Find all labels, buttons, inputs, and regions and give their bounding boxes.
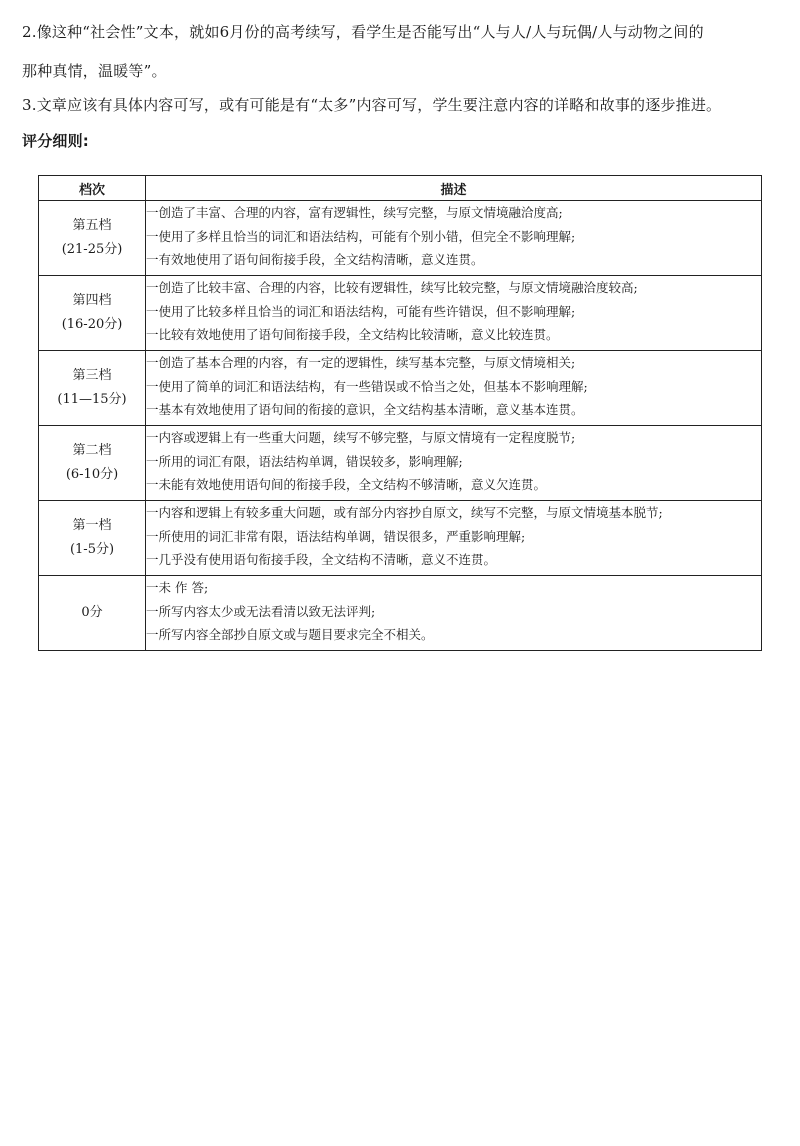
criterion: 一所使用的词汇非常有限，语法结构单调，错误很多，严重影响理解; [146,528,526,544]
criterion: 一内容或逻辑上有一些重大问题，续写不够完整，与原文情境有一定程度脱节; [146,430,576,445]
criterion: 一使用了比较多样且恰当的词汇和语法结构，可能有些许错误，但不影响理解; [146,303,576,319]
criterion: 一创造了丰富、合理的内容，富有逻辑性，续写完整，与原文情境融洽度高; [146,205,563,220]
band-name: 第四档 [72,293,112,308]
table-row [39,276,762,351]
band-description-cell [146,501,762,576]
criterion: 一使用了简单的词汇和语法结构，有一些错误或不恰当之处，但基本不影响理解; [146,378,588,394]
criterion: 一有效地使用了语句间衔接手段，全文结构清晰，意义连贯。 [146,252,484,268]
band-name: 0分 [81,605,103,620]
criterion: 一基本有效地使用了语句间的衔接的意识，全文结构基本清晰，意义基本连贯。 [146,402,584,418]
criterion: 一未能有效地使用语句间的衔接手段，全文结构不够清晰，意义欠连贯。 [146,477,547,493]
band-description-cell [146,276,762,351]
table-row [39,501,762,576]
band-name: 第三档 [72,368,112,383]
criterion: 一未 作 答; [146,580,209,595]
band-level-cell [39,501,146,576]
rubric-table [38,175,762,651]
criterion: 一所写内容全部抄自原文或与题目要求完全不相关。 [146,627,434,643]
section-heading: 评分细则: [22,132,89,150]
table-row [39,426,762,501]
band-name: 第二档 [72,443,112,458]
band-level-cell [39,351,146,426]
criterion: 一使用了多样且恰当的词汇和语法结构，可能有个别小错，但完全不影响理解; [146,228,576,244]
header-description: 描述 [146,176,762,201]
criterion: 一所写内容太少或无法看清以致无法评判; [146,603,376,619]
paragraph-2-line-1: 2.像这种“社会性”文本，就如6月份的高考续写，看学生是否能写出“人与人/人与玩偶/人与动物之间的 [22,23,704,41]
criterion: 一几乎没有使用语句衔接手段，全文结构不清晰，意义不连贯。 [146,552,497,568]
band-level-cell [39,576,146,651]
band-description-cell [146,351,762,426]
criterion: 一比较有效地使用了语句间衔接手段，全文结构比较清晰，意义比较连贯。 [146,327,559,343]
table-row [39,351,762,426]
band-range: (16-20分) [61,317,123,332]
band-range: (11—15分) [57,392,127,407]
band-level-cell [39,426,146,501]
table-row [39,201,762,276]
band-range: (1-5分) [69,542,115,557]
band-name: 第五档 [72,218,112,233]
paragraph-3: 3.文章应该有具体内容可写，或有可能是有“太多”内容可写，学生要注意内容的详略和故事的逐步推进。 [22,96,722,114]
criterion: 一创造了基本合理的内容，有一定的逻辑性，续写基本完整，与原文情境相关; [146,355,576,370]
band-range: (21-25分) [61,242,123,257]
band-level-cell [39,276,146,351]
band-description-cell [146,426,762,501]
band-range: (6-10分) [65,467,119,482]
header-level: 档次 [39,176,146,201]
table-row [39,576,762,651]
table-header-row [39,176,762,201]
band-description-cell [146,201,762,276]
paragraph-2-line-2: 那种真情，温暖等”。 [22,62,167,80]
criterion: 一创造了比较丰富、合理的内容，比较有逻辑性，续写比较完整，与原文情境融洽度较高; [146,280,638,295]
criterion: 一内容和逻辑上有较多重大问题，或有部分内容抄自原文，续写不完整，与原文情境基本脱节; [146,505,663,520]
criterion: 一所用的词汇有限，语法结构单调，错误较多，影响理解; [146,453,463,469]
band-description-cell [146,576,762,651]
band-level-cell [39,201,146,276]
band-name: 第一档 [72,518,112,533]
